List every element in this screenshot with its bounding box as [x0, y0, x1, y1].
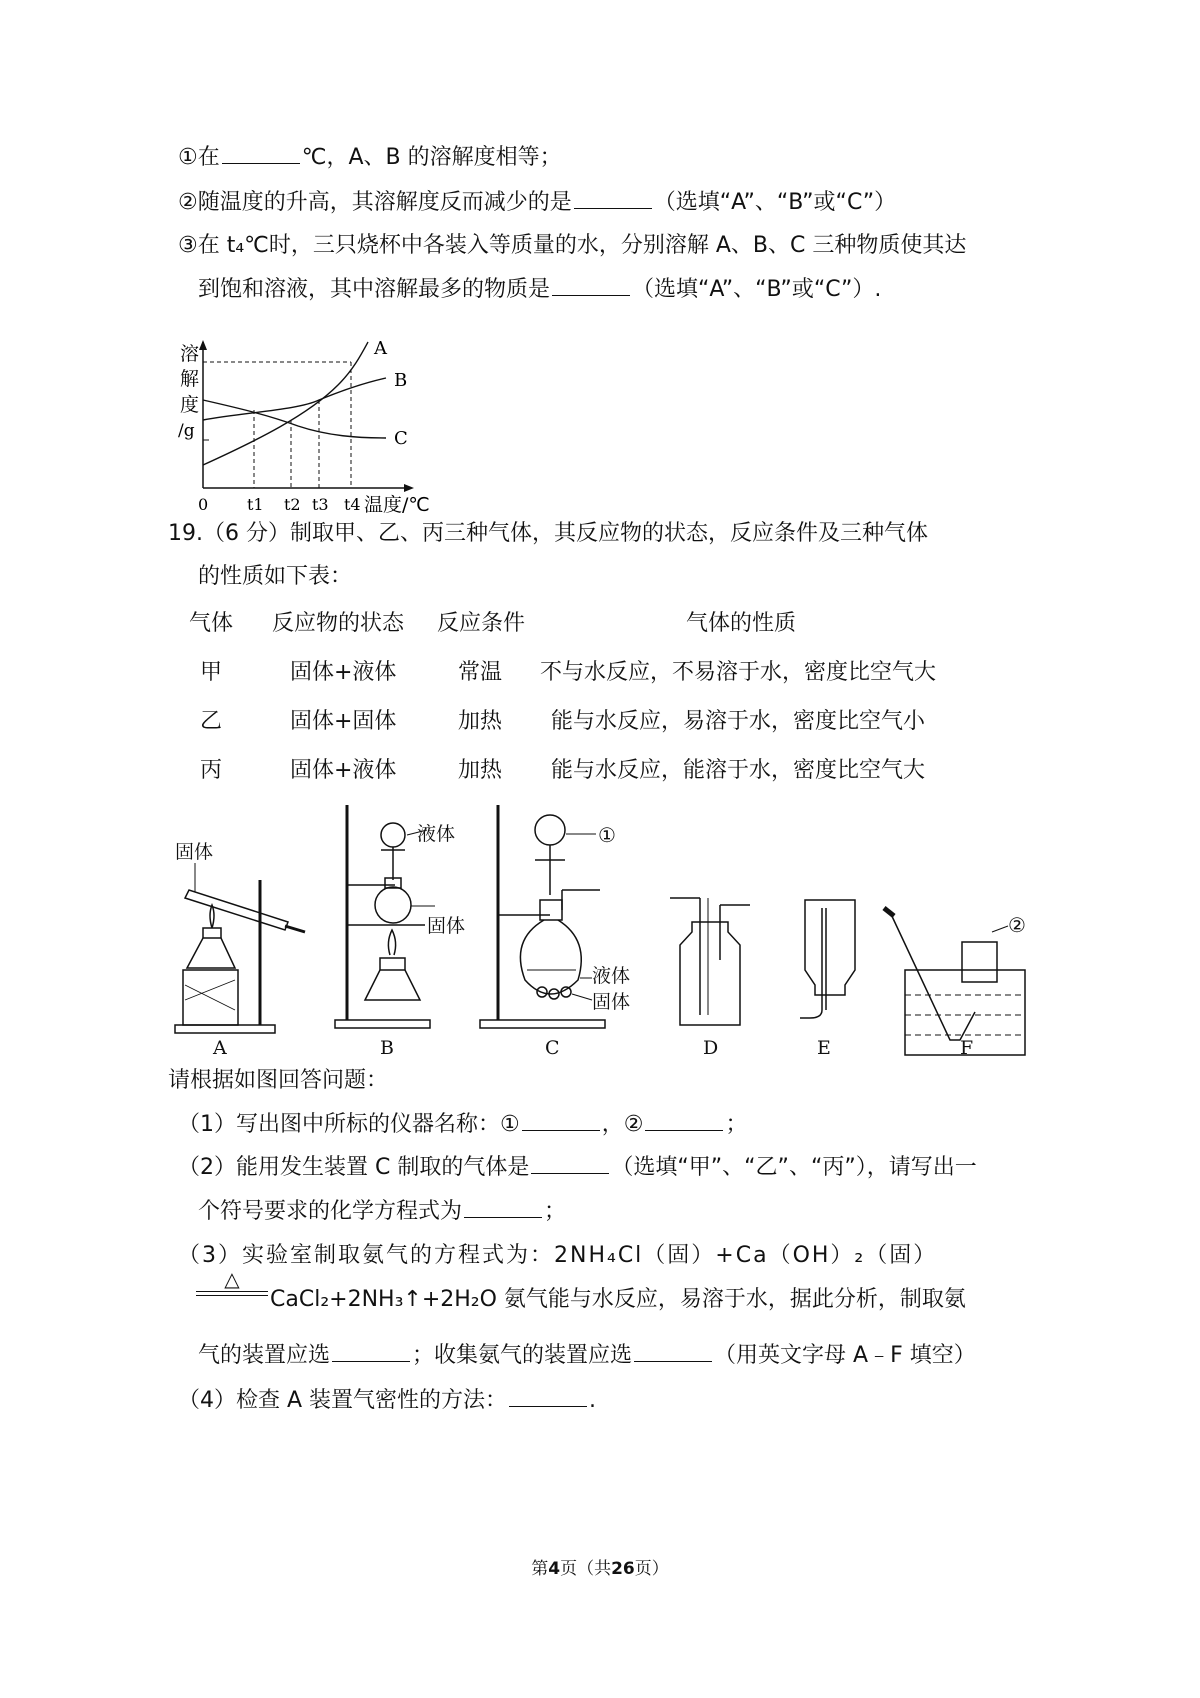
answer-blank[interactable] — [634, 1339, 712, 1362]
apparatus-a — [175, 841, 305, 1033]
q18-part3-line2: 到饱和溶液，其中溶解最多的物质是 （选填“A”、“B”或“C”）. — [198, 273, 881, 305]
y-axis-arrow — [199, 340, 207, 350]
label-a: A — [213, 1037, 227, 1059]
tag-solid-a: 固体 — [175, 841, 214, 863]
y-axis-label-3: 度 — [180, 394, 200, 416]
q18-part3-line1: ③在 t₄℃时，三只烧杯中各装入等质量的水，分别溶解 A、B、C 三种物质使其达 — [178, 233, 967, 258]
x-tick-t4: t4 — [344, 495, 361, 514]
page-number: 4 — [548, 1559, 561, 1579]
label-f: F — [960, 1037, 974, 1059]
apparatus-f — [884, 908, 1026, 1055]
label-b: B — [380, 1037, 394, 1059]
q18-part1: ①在 ℃，A、B 的溶解度相等； — [178, 141, 562, 173]
header-gas: 气体 — [189, 611, 234, 636]
q19-intro-line1: 19.（6 分）制取甲、乙、丙三种气体，其反应物的状态，反应条件及三种气体 — [168, 521, 928, 546]
label-d: D — [703, 1037, 719, 1059]
tag-solid-c: 固体 — [592, 991, 631, 1013]
x-axis-arrow — [404, 484, 414, 492]
mark-2-label: ② — [1008, 913, 1026, 937]
q19-part2-line1: （2）能用发生装置 C 制取的气体是 （选填“甲”、“乙”、“丙”），请写出一 — [178, 1151, 977, 1183]
tag-solid-b: 固体 — [427, 915, 466, 937]
q19-part3-line1: （3）实验室制取氨气的方程式为：2NH₄Cl（固）+Ca（OH）₂（固） — [178, 1243, 938, 1268]
apparatus-c — [480, 805, 630, 1028]
x-tick-t2: t2 — [284, 495, 301, 514]
header-properties: 气体的性质 — [686, 611, 797, 636]
equals-sign — [196, 1291, 268, 1296]
x-tick-t1: t1 — [247, 495, 264, 514]
y-axis-label-2: 解 — [180, 368, 200, 390]
y-axis-label-1: 溶 — [180, 343, 200, 365]
curve-a — [203, 342, 368, 465]
y-axis-label-4: /g — [178, 421, 195, 441]
x-axis-label: 温度/℃ — [364, 494, 430, 516]
series-label-c: C — [394, 428, 408, 449]
q18-part2: ②随温度的升高，其溶解度反而减少的是 （选填“A”、“B”或“C”） — [178, 186, 896, 218]
label-e: E — [817, 1037, 831, 1059]
series-label-b: B — [394, 370, 408, 391]
header-condition: 反应条件 — [437, 611, 526, 636]
label-c: C — [545, 1037, 560, 1059]
answer-blank[interactable] — [509, 1384, 587, 1407]
apparatus-b — [335, 805, 465, 1028]
x-tick-t3: t3 — [312, 495, 329, 514]
q19-part3-line3: 气的装置应选 ；收集氨气的装置应选 （用英文字母 A﹣F 填空） — [198, 1339, 976, 1371]
mark-1-label: ① — [598, 823, 616, 847]
apparatus-figure — [175, 823, 1045, 1070]
answer-blank[interactable] — [332, 1339, 410, 1362]
origin-label: 0 — [198, 495, 209, 514]
answer-blank[interactable] — [531, 1151, 609, 1174]
series-label-a: A — [374, 338, 387, 359]
page-footer: 第4页（共26页） — [531, 1559, 669, 1579]
q19-part4: （4）检查 A 装置气密性的方法： . — [178, 1384, 596, 1416]
curve-b — [203, 378, 386, 420]
answer-blank[interactable] — [222, 141, 300, 164]
tag-liquid-c: 液体 — [592, 965, 631, 987]
answer-blank[interactable] — [522, 1108, 600, 1131]
q19-part3-line2: CaCl₂+2NH₃↑+2H₂O 氨气能与水反应，易溶于水，据此分析，制取氨 — [270, 1287, 966, 1312]
reaction-condition — [196, 1268, 268, 1296]
q19-part2-line2: 个符号要求的化学方程式为 ； — [198, 1195, 566, 1227]
triangle-heat-symbol: △ — [224, 1267, 240, 1291]
q19-intro-line2: 的性质如下表： — [198, 564, 353, 589]
answer-blank[interactable] — [552, 273, 630, 296]
answer-blank[interactable] — [645, 1108, 723, 1131]
apparatus-d — [670, 898, 750, 1025]
answer-blank[interactable] — [464, 1195, 542, 1218]
answer-blank[interactable] — [574, 186, 652, 209]
q19-part1: （1）写出图中所标的仪器名称：① ，② ； — [178, 1108, 747, 1140]
page-total: 26 — [611, 1559, 635, 1579]
tag-liquid-b: 液体 — [417, 823, 456, 845]
apparatus-e — [800, 900, 855, 1018]
prompt-line: 请根据如图回答问题： — [168, 1068, 389, 1093]
header-reactant-state: 反应物的状态 — [272, 611, 405, 636]
solubility-chart — [178, 340, 448, 515]
